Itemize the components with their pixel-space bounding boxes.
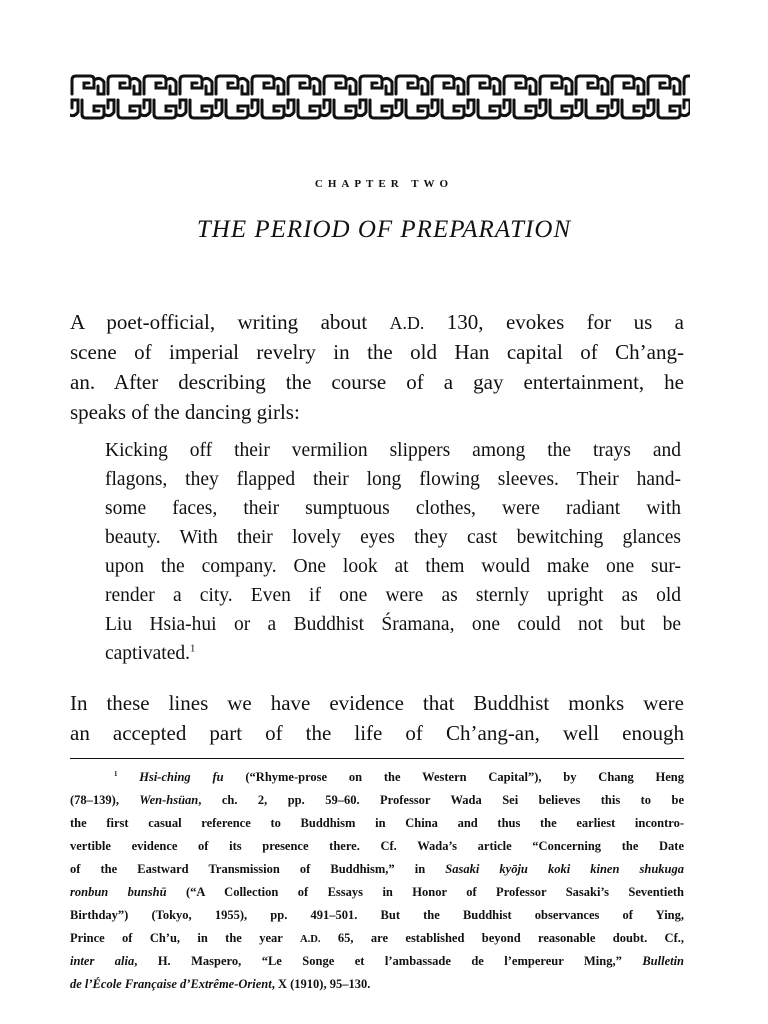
- footnote-line: vertible evidence of its presence there. Cf. Wada’s article “Concerning the Date: [70, 839, 684, 853]
- footnote-line: of the Eastward Transmission of Buddhism,” in Sasaki kyōju koki kinen shukuga: [70, 862, 684, 876]
- chapter-title: THE PERIOD OF PREPARATION: [196, 216, 572, 243]
- quote-line: Kicking off their vermilion slippers among the trays and: [105, 440, 681, 461]
- footnote-line: de l’École Française d’Extrême-Orient, X (1910), 95–130.: [70, 977, 371, 991]
- quote-line: flagons, they flapped their long flowing sleeves. Their hand-: [105, 469, 681, 490]
- block-quotation: [105, 436, 681, 668]
- footnote-line: inter alia, H. Maspero, “Le Songe et l’ambassade de l’empereur Ming,” Bulletin: [70, 954, 685, 968]
- second-paragraph: [70, 688, 684, 748]
- footnote-marker: 1: [114, 770, 118, 778]
- paragraph-line: an. After describing the course of a gay entertainment, he: [70, 370, 684, 394]
- footnote-reference[interactable]: 1: [190, 642, 196, 655]
- footnote-line: ronbun bunshū (“A Collection of Essays in Honor of Professor Sasaki’s Seventieth: [70, 885, 684, 899]
- quote-line: render a city. Even if one were as sternly upright as old: [105, 585, 681, 606]
- footnote-line: Prince of Ch’u, in the year A.D. 65, are established beyond reasonable doubt. Cf.,: [70, 931, 684, 945]
- opening-paragraph: [70, 307, 684, 427]
- paragraph-line: In these lines we have evidence that Buddhist monks were: [70, 691, 684, 715]
- paragraph-line: A poet-official, writing about A.D. 130, evokes for us a: [70, 310, 684, 334]
- footnote-line: the first casual reference to Buddhism in China and thus the earliest incontro-: [70, 816, 684, 830]
- footnote-line: (78–139), Wen-hsüan, ch. 2, pp. 59–60. Professor Wada Sei believes this to be: [70, 793, 684, 807]
- footnote-line: Birthday”) (Tokyo, 1955), pp. 491–501. But the Buddhist observances of Ying,: [70, 908, 684, 922]
- quote-line: beauty. With their lovely eyes they cast bewitching glances: [105, 527, 681, 548]
- footnote-line: $^1$ Hsi-ching fu (“Rhyme-prose on the Western Capital”), by Chang Heng: [114, 770, 685, 784]
- chapter-label: CHAPTER TWO: [314, 178, 454, 190]
- quote-line: upon the company. One look at them would make one sur-: [105, 556, 681, 577]
- paragraph-line: scene of imperial revelry in the old Han capital of Ch’ang-: [70, 340, 684, 364]
- decorative-header-ornament: [70, 74, 690, 120]
- quote-line: some faces, their sumptuous clothes, were radiant with: [105, 498, 681, 519]
- paragraph-line: speaks of the dancing girls:: [70, 400, 300, 424]
- quote-line: captivated.$^1$: [105, 642, 196, 664]
- footnote-divider: [70, 758, 684, 759]
- quote-line: Liu Hsia-hui or a Buddhist Śramana, one could not but be: [105, 614, 681, 635]
- paragraph-line: an accepted part of the life of Ch’ang-an, well enough: [70, 721, 684, 745]
- footnote: [70, 766, 684, 996]
